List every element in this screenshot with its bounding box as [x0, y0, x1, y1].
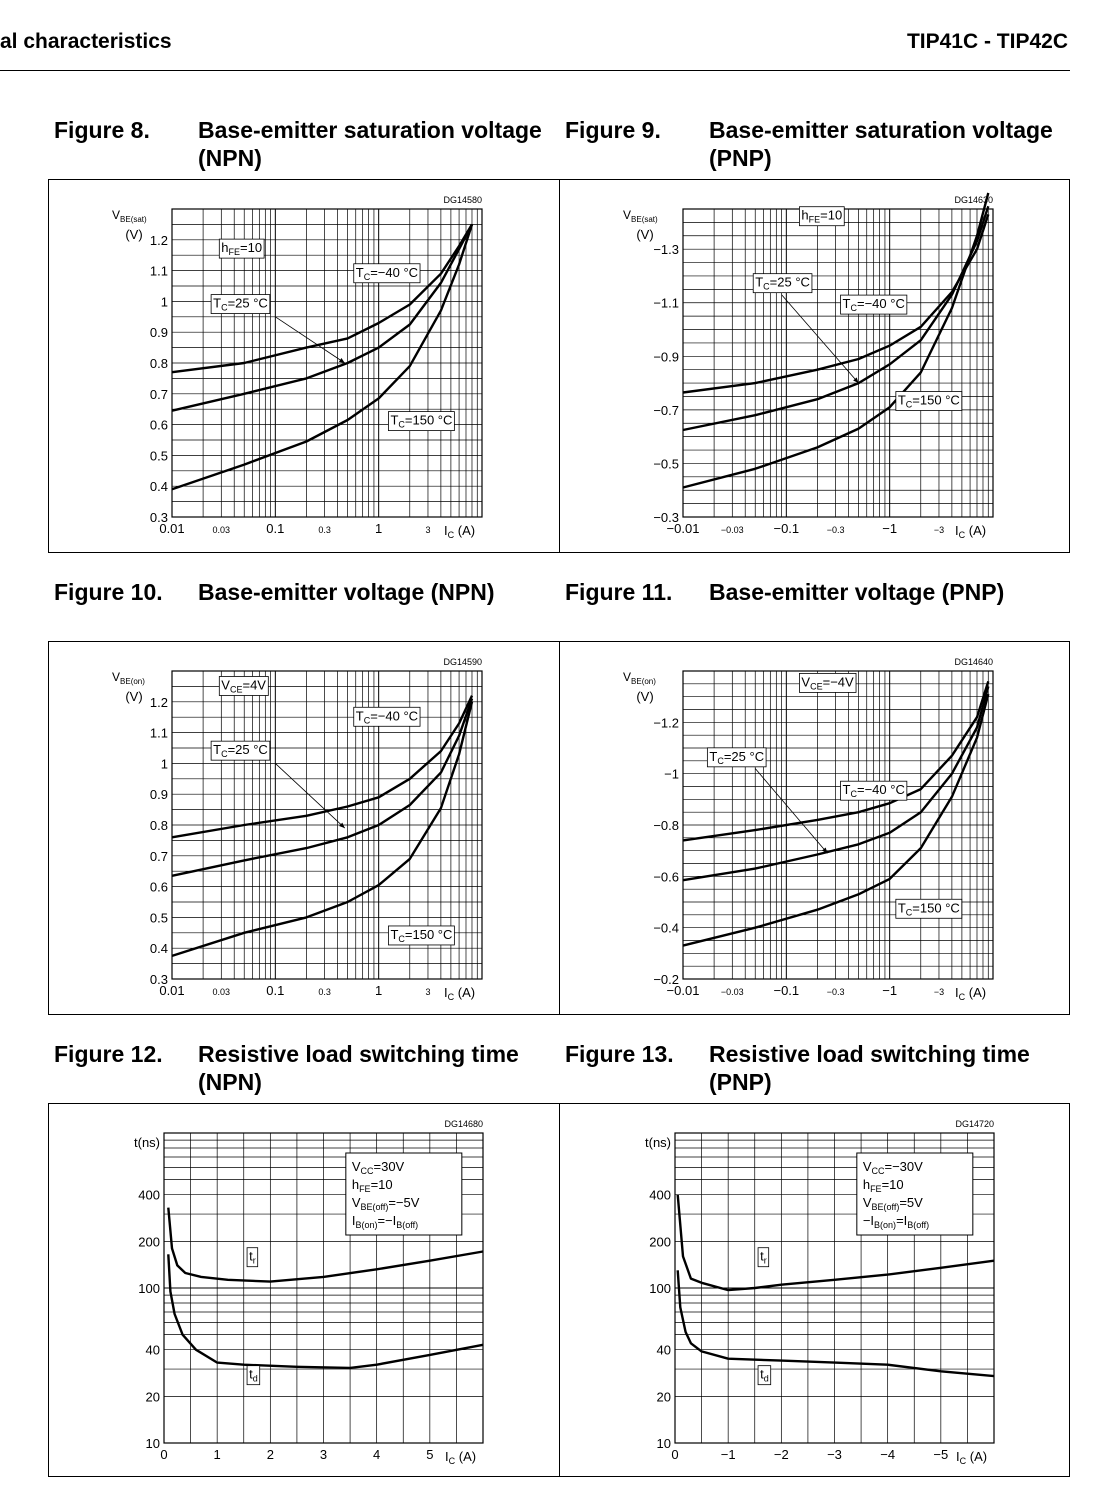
y-tick-label: 10	[656, 1436, 671, 1451]
chart-grid	[172, 209, 482, 517]
y-axis-label: t(ns)	[645, 1135, 671, 1150]
y-axis-unit: (V)	[636, 689, 654, 704]
condition-label: $V_{CC}=30V$	[351, 1159, 405, 1176]
y-tick-label: −1	[664, 766, 679, 782]
curve-label: $T_C=25$ °C	[709, 748, 765, 766]
chart-switching-time-npn	[48, 1103, 558, 1477]
figure-caption: Base-emitter saturation voltage (NPN)	[198, 117, 542, 171]
leader-line	[755, 769, 827, 854]
x-tick-label: −1	[882, 521, 898, 536]
curve-label: $T_C=-40$ °C	[355, 708, 419, 726]
curve-label: $T_C=-40$ °C	[842, 296, 905, 314]
y-tick-label: 0.6	[149, 417, 168, 433]
x-tick-label: −2	[773, 1447, 789, 1462]
curve-label: $T_C=-40$ °C	[355, 264, 419, 282]
curve-label: $T_C=150$ °C	[390, 926, 453, 944]
chart-code-label: DG14630	[954, 195, 993, 205]
figure-caption: Base-emitter voltage (PNP)	[709, 579, 1005, 605]
figure-caption: Resistive load switching time (PNP)	[709, 1041, 1030, 1095]
y-tick-label: 1	[160, 756, 168, 772]
y-tick-label: −0.6	[653, 869, 679, 885]
x-axis-label: $I_C$ (A)	[444, 985, 476, 1002]
x-tick-label: 3	[425, 525, 431, 535]
chart-grid	[683, 209, 993, 517]
x-tick-label: −3	[933, 525, 945, 535]
x-tick-label: 1	[213, 1447, 221, 1462]
y-tick-label: 0.3	[149, 510, 168, 525]
y-tick-label: 0.3	[149, 972, 168, 987]
y-axis-unit: (V)	[125, 689, 143, 704]
curve-label: $T_C=25$ °C	[213, 742, 268, 760]
figure-number: Figure 11.	[565, 579, 673, 605]
x-tick-label: −0.3	[826, 987, 845, 997]
section-header: al characteristics	[0, 30, 172, 53]
chart-grid	[683, 671, 993, 979]
y-tick-label: 20	[656, 1389, 671, 1405]
curve-label: $h_{FE}=10$	[801, 207, 843, 225]
y-tick-label: −0.3	[653, 510, 679, 525]
figure-number: Figure 10.	[54, 579, 163, 605]
x-tick-label: 4	[373, 1447, 381, 1462]
figure-number: Figure 9.	[565, 117, 661, 143]
series-line-2	[172, 699, 472, 876]
curve-label: $T_C=150$ °C	[897, 900, 960, 918]
figure-number: Figure 8.	[54, 117, 150, 143]
series-line-3	[172, 224, 472, 489]
y-tick-label: 100	[138, 1281, 160, 1296]
y-axis-unit: (V)	[636, 227, 654, 242]
x-tick-label: 0	[671, 1447, 679, 1462]
y-tick-label: 200	[649, 1234, 671, 1250]
chart-vbe-sat-npn	[48, 179, 558, 553]
y-tick-label: 40	[656, 1342, 671, 1358]
leader-arrowhead	[339, 358, 345, 363]
y-tick-label: −0.9	[653, 349, 679, 365]
x-axis-label: $I_C$ (A)	[955, 523, 987, 540]
chart-code-label: DG14640	[954, 657, 993, 667]
y-tick-label: −0.4	[653, 920, 679, 936]
series-line-2	[168, 1254, 483, 1368]
condition-label: $h_{FE}=10$	[862, 1177, 904, 1194]
curve-label: $T_C=150$ °C	[390, 412, 453, 430]
x-tick-label: −1	[882, 983, 898, 998]
condition-label: $h_{FE}=10$	[351, 1177, 393, 1194]
chart-code-label: DG14590	[443, 657, 482, 667]
x-tick-label: 0	[160, 1447, 168, 1462]
curve-label: $t_d$	[249, 1366, 258, 1384]
plot-frame	[683, 209, 993, 517]
x-tick-label: −4	[880, 1447, 896, 1462]
y-tick-label: 0.8	[149, 818, 168, 833]
y-axis-label: $V_{BE(on)}$	[623, 670, 656, 686]
y-tick-label: 0.4	[149, 479, 168, 495]
x-tick-label: 0.1	[266, 521, 285, 536]
x-tick-label: −0.03	[720, 525, 744, 535]
curve-label: $T_C=25$ °C	[213, 295, 268, 313]
y-tick-label: 400	[138, 1187, 160, 1203]
x-tick-label: 3	[319, 1447, 328, 1462]
y-tick-label: −1.1	[653, 295, 679, 311]
curve-label: $h_{FE}=10$	[221, 240, 263, 258]
series-line-2	[172, 224, 472, 410]
y-tick-label: 0.9	[149, 787, 168, 803]
curve-label: $t_d$	[760, 1366, 769, 1384]
y-tick-label: 400	[649, 1187, 671, 1203]
figure-caption: Base-emitter voltage (NPN)	[198, 579, 495, 605]
y-tick-label: 40	[145, 1342, 160, 1358]
figure-number: Figure 12.	[54, 1041, 163, 1067]
y-axis-unit: (V)	[125, 227, 143, 242]
condition-label: $V_{CC}=-30V$	[862, 1159, 923, 1176]
x-tick-label: 1	[375, 983, 383, 998]
figure-caption: Resistive load switching time (NPN)	[198, 1041, 519, 1095]
figure-caption: Base-emitter saturation voltage (PNP)	[709, 117, 1053, 171]
x-tick-label: 0.1	[266, 983, 285, 998]
y-tick-label: 100	[649, 1281, 671, 1296]
y-tick-label: 1.2	[149, 694, 168, 710]
y-axis-label: t(ns)	[134, 1135, 160, 1150]
condition-label: $I_{B(on)}=-I_{B(off)}$	[351, 1213, 419, 1230]
y-tick-label: 20	[145, 1389, 160, 1405]
document-part-number: TIP41C - TIP42C	[906, 30, 1068, 53]
y-tick-label: 0.5	[149, 448, 168, 464]
y-tick-label: 0.9	[149, 325, 168, 341]
series-line-2	[678, 1270, 994, 1376]
x-tick-label: 0.01	[159, 521, 185, 536]
x-axis-label: $I_C$ (A)	[956, 1449, 988, 1466]
y-axis-label: $V_{BE(on)}$	[112, 670, 145, 686]
curve-label: $t_r$	[249, 1248, 256, 1266]
y-tick-label: 0.5	[149, 910, 168, 926]
x-axis-label: $I_C$ (A)	[445, 1449, 477, 1466]
x-tick-label: −1	[720, 1447, 736, 1462]
y-tick-label: 1	[160, 294, 168, 310]
x-tick-label: −0.01	[666, 983, 700, 998]
y-tick-label: −0.2	[653, 972, 679, 987]
y-tick-label: 10	[145, 1436, 160, 1451]
curve-label: $V_{CE}=4V$	[221, 677, 266, 695]
x-tick-label: 0.03	[212, 525, 231, 535]
y-tick-label: 0.6	[149, 879, 168, 895]
y-tick-label: 0.7	[149, 848, 168, 864]
x-tick-label: 3	[425, 987, 431, 997]
y-axis-label: $V_{BE(sat)}$	[623, 208, 658, 224]
y-tick-label: −1.2	[653, 715, 679, 731]
y-tick-label: 1.2	[149, 232, 168, 248]
curve-label: $T_C=25$ °C	[755, 274, 810, 292]
curve-label: $V_{CE}=-4V$	[801, 674, 854, 692]
x-tick-label: −0.3	[826, 525, 845, 535]
y-tick-label: 1.1	[149, 263, 168, 279]
x-tick-label: −5	[933, 1447, 949, 1462]
y-tick-label: 0.8	[149, 356, 168, 371]
y-tick-label: −1.3	[653, 242, 679, 258]
x-tick-label: 0.3	[318, 525, 331, 535]
x-tick-label: 5	[426, 1447, 434, 1462]
x-tick-label: −3	[933, 987, 945, 997]
y-tick-label: 200	[138, 1234, 160, 1250]
curve-label: $T_C=-40$ °C	[842, 782, 905, 800]
chart-switching-time-pnp	[559, 1103, 1069, 1477]
x-tick-label: −3	[827, 1447, 842, 1462]
leader-line	[275, 317, 344, 363]
chart-code-label: DG14580	[443, 195, 482, 205]
x-tick-label: −0.01	[666, 521, 700, 536]
y-tick-label: 0.7	[149, 386, 168, 402]
x-tick-label: 2	[266, 1447, 274, 1462]
chart-vbe-sat-pnp	[559, 179, 1069, 553]
y-tick-label: −0.7	[653, 402, 679, 418]
chart-vbe-on-npn	[48, 641, 558, 1015]
y-tick-label: −0.8	[653, 818, 679, 833]
condition-label: $-I_{B(on)}=I_{B(off)}$	[862, 1213, 930, 1230]
x-axis-label: $I_C$ (A)	[444, 523, 476, 540]
x-tick-label: 1	[375, 521, 383, 536]
condition-label: $V_{BE(off)}=-5V$	[351, 1195, 420, 1212]
chart-code-label: DG14720	[955, 1119, 994, 1129]
chart-vbe-on-pnp	[559, 641, 1069, 1015]
condition-label: $V_{BE(off)}=5V$	[862, 1195, 923, 1212]
y-tick-label: 1.1	[149, 725, 168, 741]
x-tick-label: 0.01	[159, 983, 185, 998]
x-axis-label: $I_C$ (A)	[955, 985, 987, 1002]
x-tick-label: 0.03	[212, 987, 231, 997]
x-tick-label: −0.1	[773, 983, 800, 998]
header-rule	[0, 70, 1070, 71]
x-tick-label: 0.3	[318, 987, 331, 997]
x-tick-label: −0.1	[773, 521, 800, 536]
y-tick-label: −0.5	[653, 456, 679, 472]
y-axis-label: $V_{BE(sat)}$	[112, 208, 147, 224]
x-tick-label: −0.03	[720, 987, 744, 997]
chart-code-label: DG14680	[444, 1119, 483, 1129]
figure-number: Figure 13.	[565, 1041, 674, 1067]
y-tick-label: 0.4	[149, 941, 168, 957]
curve-label: $T_C=150$ °C	[897, 392, 960, 410]
curve-label: $t_r$	[760, 1248, 767, 1266]
